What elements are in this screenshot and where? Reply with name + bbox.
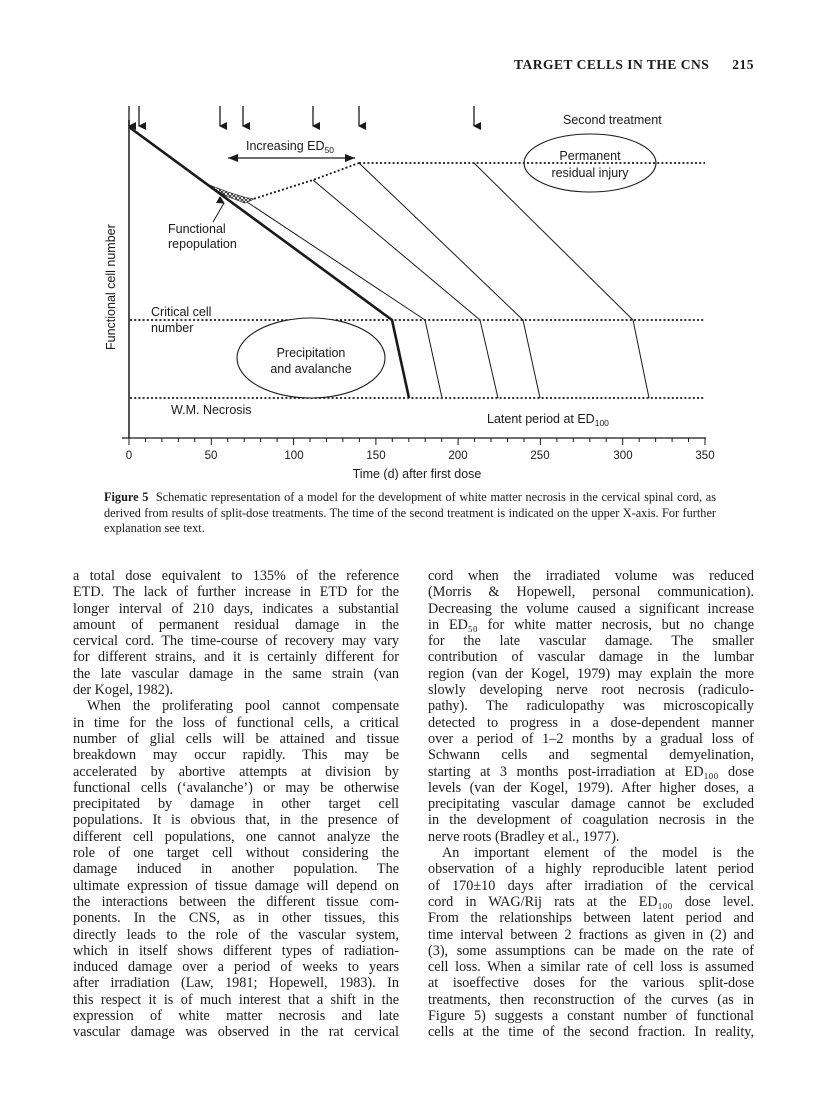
- wm-necrosis-label: W.M. Necrosis: [171, 403, 252, 417]
- text-line: Schwann cells and segmental demyelination,: [428, 747, 754, 764]
- latent-period-label: Latent period at $ED_{100}$: [487, 412, 609, 428]
- page-number: 215: [732, 57, 754, 72]
- text-line: at isoeffective doses for the various split-dose: [428, 975, 754, 992]
- text-line: From the relationships between latent period and: [428, 910, 754, 927]
- right-column: [428, 568, 754, 1041]
- text-line: number of glial cells will be attained and tissue: [73, 730, 399, 747]
- text-line: cord when the irradiated volume was reduced: [428, 568, 754, 584]
- text-line: region (van der Kogel, 1979) may explain the more: [428, 665, 754, 682]
- text-line: cells at the time of the second fraction. In reality,: [428, 1024, 754, 1041]
- second-treatment-arrows: [129, 106, 474, 126]
- caption-label: Figure 5: [104, 490, 149, 504]
- text-line: in ED₅₀ for white matter necrosis, but no change: [428, 616, 754, 633]
- text-line: An important element of the model is the: [442, 845, 754, 862]
- text-line: over a period of 1–2 months by a gradual loss of: [428, 730, 754, 747]
- text-line: amount of permanent residual damage in the: [73, 616, 399, 633]
- text-line: functional cells (‘avalanche’) or may be otherwise: [73, 779, 399, 796]
- text-line: of 170±10 days after irradiation of the cervical: [428, 877, 754, 894]
- x-tick-200: 200: [448, 450, 468, 462]
- caption-text: Schematic representation of a model for the development of white matter necrosis in the cervical spinal cord, as derived from results of split-dose treatments. The time of the second treatment is indicated on the upper X-axis. For further explanation see text.: [104, 490, 716, 536]
- text-line: treatments, then reconstruction of the curves (as in: [428, 991, 754, 1008]
- text-line: cord in WAG/Rij rats at the ED₁₀₀ dose level.: [428, 893, 754, 910]
- text-line: directly leads to the role of the vascular system,: [73, 926, 399, 943]
- text-line: starting at 3 months post-irradiation at ED₁₀₀ dose: [428, 763, 754, 780]
- x-tick-0: 0: [125, 450, 133, 462]
- text-line: observation of a highly reproducible latent period: [428, 861, 754, 878]
- text-line: precipitating vascular damage cannot be excluded: [428, 796, 754, 813]
- text-line: (Morris & Hopewell, personal communication).: [428, 584, 754, 601]
- critical-cell-number-label: number: [151, 321, 194, 335]
- residual-injury-label: residual injury: [551, 166, 629, 180]
- x-tick-100: 100: [284, 450, 304, 462]
- figure-caption: [104, 490, 716, 537]
- second-treatment-label: Second treatment: [563, 113, 662, 127]
- text-line: contribution of vascular damage in the lumbar: [428, 649, 754, 666]
- figure-5: [0, 0, 816, 480]
- text-line: role of one target cell without considering the: [73, 845, 399, 862]
- text-line: longer interval of 210 days, indicates a substantial: [73, 600, 399, 617]
- x-axis-label: Time (d) after first dose: [352, 467, 482, 480]
- text-line: Figure 5) suggests a constant number of functional: [428, 1008, 754, 1025]
- text-line: accelerated by abortive attempts at division by: [73, 763, 399, 780]
- text-line: detected to progress in a dose-dependent manner: [428, 714, 754, 731]
- text-line: precipitated by damage in other target cell: [73, 796, 399, 813]
- text-line: cervical cord. The time-course of recovery may vary: [73, 633, 399, 650]
- functional-label: Functional: [168, 222, 226, 236]
- x-tick-50: 50: [204, 450, 218, 462]
- functional-repopulation-arrow: [213, 203, 224, 222]
- repopulation-curve: [250, 163, 359, 200]
- x-tick-250: 250: [530, 450, 550, 462]
- schematic-diagram: [0, 0, 816, 480]
- text-line: which in itself shows different types of radiation-: [73, 942, 399, 959]
- text-line: expression of white matter necrosis and late: [73, 1008, 399, 1025]
- x-tick-350: 350: [695, 450, 715, 462]
- text-line: after irradiation (Law, 1981; Hopewell, 1983). In: [73, 975, 399, 992]
- text-line: in time for the loss of functional cells, a critical: [73, 714, 399, 731]
- running-title: TARGET CELLS IN THE CNS: [514, 57, 710, 72]
- permanent-label: Permanent: [559, 149, 621, 163]
- text-line: in the development of coagulation necrosis in the: [428, 812, 754, 829]
- text-line: Decreasing the volume caused a significant increase: [428, 600, 754, 617]
- critical-cell-label: Critical cell: [151, 305, 212, 319]
- text-line: the late vascular damage in the same strain (van: [73, 665, 399, 682]
- text-line: vascular damage was observed in the rat cervical: [73, 1024, 399, 1041]
- text-line: induced damage over a period of weeks to years: [73, 959, 399, 976]
- text-line: populations. It is obvious that, in the presence of: [73, 812, 399, 829]
- text-line: When the proliferating pool cannot compensate: [87, 698, 399, 715]
- y-axis-label: Functional cell number: [104, 224, 118, 350]
- text-line: for different strains, and it is certainly different for: [73, 649, 399, 666]
- text-line: this respect it is of much interest that a shift in the: [73, 991, 399, 1008]
- text-line: breakdown may occur rapidly. This may be: [73, 747, 399, 764]
- precipitation-label: Precipitation: [276, 346, 346, 360]
- threshold-lines: [130, 163, 705, 398]
- x-tick-150: 150: [366, 450, 386, 462]
- text-line: der Kogel, 1982).: [73, 682, 174, 699]
- left-column: [73, 568, 399, 1041]
- repopulation-label: repopulation: [168, 237, 237, 251]
- text-line: the interactions between the different tissue com-: [73, 893, 399, 910]
- text-line: ultimate expression of tissue damage will depend on: [73, 877, 399, 894]
- increasing-ed50-label: Increasing $ED_{50}$: [246, 139, 334, 155]
- text-line: time interval between 2 fractions as given in (2) and: [428, 926, 754, 943]
- x-axis: [122, 438, 715, 480]
- text-line: levels (van der Kogel, 1979). After higher doses, a: [428, 779, 754, 796]
- text-line: ETD. The lack of further increase in ETD for the: [73, 584, 399, 601]
- text-line: cell loss. When a similar rate of cell loss is assumed: [428, 959, 754, 976]
- text-line: damage induced in another population. The: [73, 861, 399, 878]
- text-line: slowly developing nerve root necrosis (radiculo-: [428, 682, 754, 699]
- text-line: for the late vascular damage. The smaller: [428, 633, 754, 650]
- text-line: (3), some assumptions can be made on the rate of: [428, 942, 754, 959]
- text-line: nerve roots (Bradley et al., 1977).: [428, 828, 620, 845]
- text-line: a total dose equivalent to 135% of the reference: [73, 568, 399, 584]
- avalanche-label: and avalanche: [270, 362, 352, 376]
- text-line: ponents. In the CNS, as in other tissues, this: [73, 910, 399, 927]
- x-tick-300: 300: [613, 450, 633, 462]
- text-line: pathy). The radiculopathy was microscopically: [428, 698, 754, 715]
- text-line: different cell populations, one cannot analyze the: [73, 828, 399, 845]
